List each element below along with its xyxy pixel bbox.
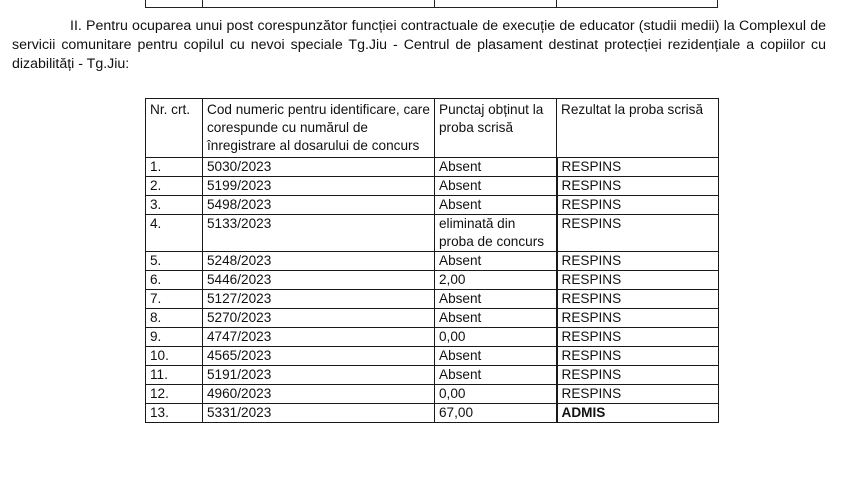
cell-punctaj: Absent bbox=[435, 347, 557, 366]
cell-punctaj: Absent bbox=[435, 366, 557, 385]
section-intro-paragraph: II. Pentru ocuparea unui post corespunzător funcției contractuale de execuție de educator (studii medii) la Complexul de servicii comunitare pentru copilul cu nevoi speciale Tg.Jiu - Centrul de plasament destinat protecției rezidențiale a copiilor cu dizabilități - Tg.Jiu: bbox=[12, 18, 826, 72]
cell-punctaj: Absent bbox=[435, 158, 557, 177]
cell-cod: 5446/2023 bbox=[203, 271, 435, 290]
cell-cod: 5191/2023 bbox=[203, 366, 435, 385]
table-row bbox=[146, 309, 719, 328]
cell-punctaj: eliminată din proba de concurs bbox=[435, 215, 557, 252]
cell-punctaj: 67,00 bbox=[435, 404, 557, 423]
cell-cod: 5248/2023 bbox=[203, 252, 435, 271]
cell-nr: 10. bbox=[146, 347, 203, 366]
table-row bbox=[146, 385, 719, 404]
cell-punctaj: Absent bbox=[435, 252, 557, 271]
previous-table-divider bbox=[202, 0, 203, 8]
cell-punctaj: Absent bbox=[435, 290, 557, 309]
table-row bbox=[146, 366, 719, 385]
cell-rezultat: RESPINS bbox=[557, 328, 719, 347]
table-row bbox=[146, 328, 719, 347]
table-row bbox=[146, 177, 719, 196]
cell-cod: 4565/2023 bbox=[203, 347, 435, 366]
cell-nr: 6. bbox=[146, 271, 203, 290]
table-header-row bbox=[146, 99, 719, 158]
cell-nr: 9. bbox=[146, 328, 203, 347]
cell-rezultat: ADMIS bbox=[557, 404, 719, 423]
cell-nr: 1. bbox=[146, 158, 203, 177]
cell-nr: 4. bbox=[146, 215, 203, 252]
header-punctaj: Punctaj obținut la proba scrisă bbox=[435, 99, 557, 158]
table-row bbox=[146, 404, 719, 423]
cell-cod: 4747/2023 bbox=[203, 328, 435, 347]
cell-cod: 5498/2023 bbox=[203, 196, 435, 215]
table-row bbox=[146, 158, 719, 177]
cell-cod: 5133/2023 bbox=[203, 215, 435, 252]
cell-punctaj: 0,00 bbox=[435, 328, 557, 347]
table-row bbox=[146, 215, 719, 252]
table-row bbox=[146, 271, 719, 290]
table-body bbox=[146, 158, 719, 423]
cell-rezultat: RESPINS bbox=[557, 366, 719, 385]
cell-cod: 5030/2023 bbox=[203, 158, 435, 177]
cell-rezultat: RESPINS bbox=[557, 309, 719, 328]
table-row bbox=[146, 252, 719, 271]
cell-rezultat: RESPINS bbox=[557, 271, 719, 290]
cell-rezultat: RESPINS bbox=[557, 290, 719, 309]
cell-nr: 7. bbox=[146, 290, 203, 309]
cell-rezultat: RESPINS bbox=[557, 215, 719, 252]
cell-cod: 4960/2023 bbox=[203, 385, 435, 404]
results-table bbox=[145, 98, 719, 423]
cell-nr: 13. bbox=[146, 404, 203, 423]
table-row bbox=[146, 290, 719, 309]
cell-rezultat: RESPINS bbox=[557, 158, 719, 177]
cell-rezultat: RESPINS bbox=[557, 177, 719, 196]
cell-punctaj: 2,00 bbox=[435, 271, 557, 290]
table-row bbox=[146, 196, 719, 215]
cell-punctaj: Absent bbox=[435, 177, 557, 196]
cell-nr: 5. bbox=[146, 252, 203, 271]
cell-nr: 8. bbox=[146, 309, 203, 328]
cell-punctaj: 0,00 bbox=[435, 385, 557, 404]
cell-rezultat: RESPINS bbox=[557, 347, 719, 366]
cell-punctaj: Absent bbox=[435, 196, 557, 215]
previous-table-divider bbox=[145, 0, 146, 8]
previous-table-divider bbox=[434, 0, 435, 8]
cell-nr: 12. bbox=[146, 385, 203, 404]
table-row bbox=[146, 347, 719, 366]
cell-punctaj: Absent bbox=[435, 309, 557, 328]
previous-table-bottom-edge bbox=[0, 0, 851, 8]
cell-cod: 5127/2023 bbox=[203, 290, 435, 309]
header-rezultat: Rezultat la proba scrisă bbox=[557, 99, 719, 158]
cell-cod: 5331/2023 bbox=[203, 404, 435, 423]
cell-rezultat: RESPINS bbox=[557, 385, 719, 404]
previous-table-divider bbox=[556, 0, 557, 8]
previous-table-divider bbox=[717, 0, 718, 8]
cell-nr: 3. bbox=[146, 196, 203, 215]
header-cod-numeric: Cod numeric pentru identificare, care corespunde cu numărul de înregistrare al dosarului de concurs bbox=[203, 99, 435, 158]
cell-nr: 2. bbox=[146, 177, 203, 196]
cell-rezultat: RESPINS bbox=[557, 196, 719, 215]
cell-nr: 11. bbox=[146, 366, 203, 385]
header-nr-crt: Nr. crt. bbox=[146, 99, 203, 158]
cell-cod: 5270/2023 bbox=[203, 309, 435, 328]
previous-table-border bbox=[145, 7, 718, 8]
cell-rezultat: RESPINS bbox=[557, 252, 719, 271]
cell-cod: 5199/2023 bbox=[203, 177, 435, 196]
